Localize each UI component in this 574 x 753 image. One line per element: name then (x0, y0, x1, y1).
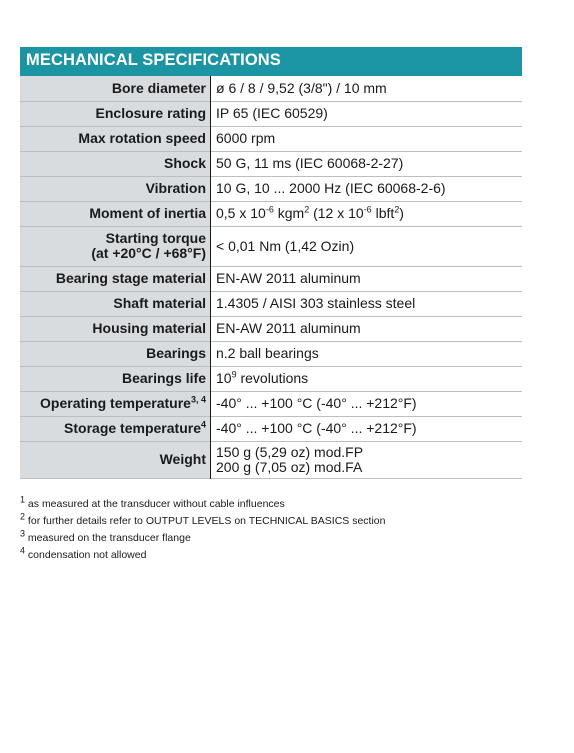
spec-table (20, 76, 522, 479)
value-superscript: 2 (394, 204, 400, 215)
spec-row-storage-temperature (20, 416, 522, 441)
footnote (20, 496, 540, 513)
label-text: Operating temperature (40, 395, 191, 411)
footnote-mark: 1 (20, 494, 26, 505)
section-title: MECHANICAL SPECIFICATIONS (20, 47, 522, 76)
footnote (20, 513, 540, 530)
value-line: 200 g (7,05 oz) mod.FA (216, 458, 363, 475)
spec-value (211, 201, 523, 226)
label-line: (at +20°C / +68°F) (91, 245, 206, 261)
footnote-text: for further details refer to OUTPUT LEVELS on TECHNICAL BASICS section (25, 515, 386, 527)
footnote-mark: 3 (20, 528, 26, 539)
spec-row-bore-diameter (20, 76, 522, 101)
spec-label: Bore diameter (20, 76, 211, 101)
value-superscript: 2 (304, 204, 310, 215)
mechanical-specifications-section (20, 47, 522, 479)
spec-value: n.2 ball bearings (211, 341, 523, 366)
spec-label: Moment of inertia (20, 201, 211, 226)
spec-value: 50 G, 11 ms (IEC 60068-2-27) (211, 151, 523, 176)
spec-value: -40° ... +100 °C (-40° ... +212°F) (211, 391, 523, 416)
footnote (20, 530, 540, 547)
spec-label: Housing material (20, 316, 211, 341)
spec-label: Shaft material (20, 291, 211, 316)
spec-label: Enclosure rating (20, 101, 211, 126)
label-text: Storage temperature (64, 420, 201, 436)
value-superscript: -6 (363, 204, 372, 215)
footnotes (20, 496, 540, 564)
value-part: 0,5 x 10 (216, 205, 266, 221)
spec-value: 10 G, 10 ... 2000 Hz (IEC 60068-2-6) (211, 176, 523, 201)
spec-row-shock (20, 151, 522, 176)
footnote (20, 547, 540, 564)
value-superscript: -6 (265, 204, 274, 215)
spec-row-housing-material (20, 316, 522, 341)
spec-label: Max rotation speed (20, 126, 211, 151)
spec-label: Bearing stage material (20, 266, 211, 291)
footnote-ref: 4 (200, 419, 206, 430)
spec-value: 1.4305 / AISI 303 stainless steel (211, 291, 523, 316)
spec-value: IP 65 (IEC 60529) (211, 101, 523, 126)
spec-row-shaft-material (20, 291, 522, 316)
spec-value: < 0,01 Nm (1,42 Ozin) (211, 226, 523, 266)
spec-row-weight (20, 441, 522, 478)
spec-label: Bearings life (20, 366, 211, 391)
spec-value: ø 6 / 8 / 9,52 (3/8") / 10 mm (211, 76, 523, 101)
spec-value: EN-AW 2011 aluminum (211, 266, 523, 291)
footnote-ref: 3, 4 (190, 394, 206, 405)
spec-value: EN-AW 2011 aluminum (211, 316, 523, 341)
spec-row-vibration (20, 176, 522, 201)
value-line: 150 g (5,29 oz) mod.FP (216, 443, 364, 460)
value-part: ) (399, 205, 404, 221)
spec-value (211, 366, 523, 391)
spec-row-bearing-stage-material (20, 266, 522, 291)
value-part: kgm (273, 205, 305, 221)
spec-label (20, 416, 211, 441)
spec-row-enclosure-rating (20, 101, 522, 126)
value-superscript: 9 (231, 369, 237, 380)
spec-label: Weight (20, 441, 211, 478)
spec-row-operating-temperature (20, 391, 522, 416)
spec-label: Vibration (20, 176, 211, 201)
spec-label (20, 226, 211, 266)
spec-value: -40° ... +100 °C (-40° ... +212°F) (211, 416, 523, 441)
value-part: revolutions (236, 370, 309, 386)
footnote-mark: 2 (20, 511, 26, 522)
spec-row-moment-of-inertia (20, 201, 522, 226)
footnote-mark: 4 (20, 545, 26, 556)
spec-row-starting-torque (20, 226, 522, 266)
spec-row-max-rotation-speed (20, 126, 522, 151)
footnote-text: as measured at the transducer without cable influences (25, 498, 285, 510)
label-line: Starting torque (105, 230, 206, 246)
footnote-text: measured on the transducer flange (25, 532, 191, 544)
spec-row-bearings-life (20, 366, 522, 391)
footnote-text: condensation not allowed (25, 549, 147, 561)
spec-label (20, 391, 211, 416)
spec-row-bearings (20, 341, 522, 366)
value-part: (12 x 10 (309, 205, 364, 221)
value-part: lbft (371, 205, 395, 221)
spec-value (211, 441, 523, 478)
spec-value: 6000 rpm (211, 126, 523, 151)
value-part: 10 (216, 370, 232, 386)
spec-label: Bearings (20, 341, 211, 366)
spec-label: Shock (20, 151, 211, 176)
